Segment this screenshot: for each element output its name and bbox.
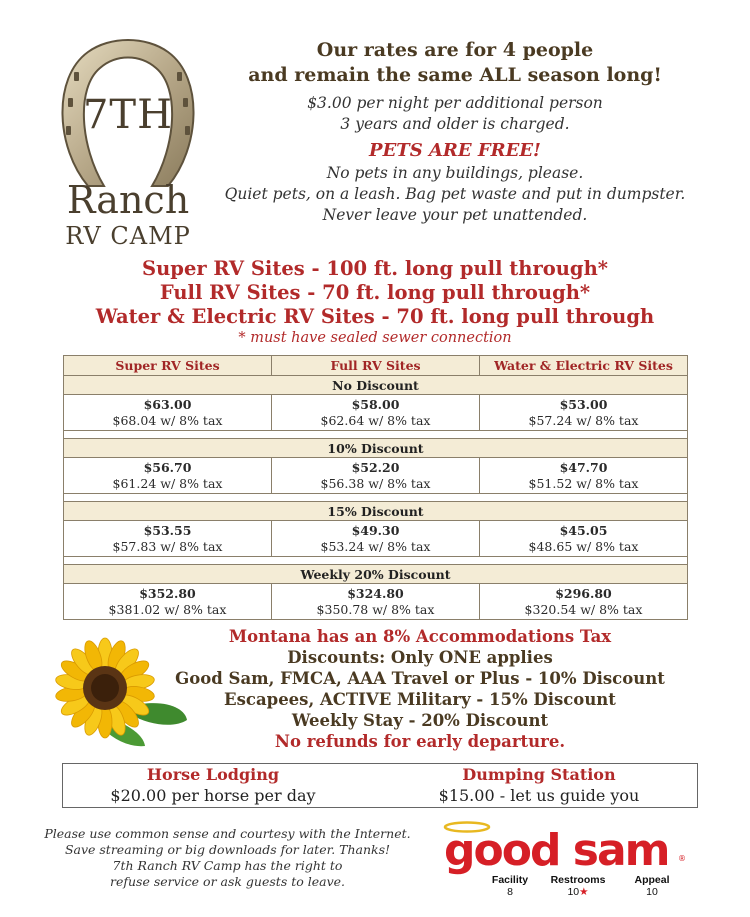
- policy-line-2: Save streaming or big downloads for later. Thanks!: [64, 842, 391, 857]
- header-super: Super RV Sites: [64, 356, 272, 376]
- discount-label: 10% Discount: [64, 439, 688, 458]
- price-cell: [272, 458, 480, 494]
- price: $45.05: [559, 522, 608, 538]
- price-cell: [480, 458, 688, 494]
- refund-policy: No refunds for early departure.: [274, 732, 566, 751]
- rating-appeal: [622, 874, 682, 898]
- rating-facility: [480, 874, 540, 898]
- full-site-line: Full RV Sites - 70 ft. long pull through*: [159, 281, 591, 304]
- price: $296.80: [555, 585, 612, 601]
- horse-lodging-title: Horse Lodging: [146, 765, 280, 784]
- dumping-station-title: Dumping Station: [462, 765, 616, 784]
- price-cell: [64, 458, 272, 494]
- price: $56.70: [143, 459, 192, 475]
- policy-line-3: 7th Ranch RV Camp has the right to: [112, 858, 343, 873]
- rate-table: [63, 355, 688, 620]
- sewer-note: * must have sealed sewer connection: [238, 330, 512, 346]
- policy-line-1: Please use common sense and courtesy with the Internet.: [44, 826, 411, 841]
- logo-ranch: Ranch: [66, 178, 190, 222]
- header-full: Full RV Sites: [272, 356, 480, 376]
- price-with-tax: $61.24 w/ 8% tax: [112, 475, 223, 491]
- discount-escapees: Escapees, ACTIVE Military - 15% Discount: [224, 690, 616, 709]
- table-row: [64, 521, 688, 557]
- rating-label: Facility: [491, 874, 529, 886]
- table-row: [64, 584, 688, 620]
- table-spacer: [64, 494, 688, 502]
- pets-title: PETS ARE FREE!: [369, 140, 541, 161]
- discount-weekly: Weekly Stay - 20% Discount: [291, 711, 549, 730]
- price-cell: [480, 521, 688, 557]
- discount-label: No Discount: [64, 376, 688, 395]
- price: $53.55: [143, 522, 192, 538]
- price-cell: [272, 521, 480, 557]
- good-sam-logo: good sam: [444, 825, 669, 876]
- discount-row: [64, 439, 688, 458]
- horse-lodging: [63, 765, 363, 806]
- info-block: [170, 626, 670, 752]
- pets-line-2: Quiet pets, on a leash. Bag pet waste and put in dumpster.: [224, 185, 686, 203]
- price-with-tax: $56.38 w/ 8% tax: [320, 475, 431, 491]
- price-with-tax: $62.64 w/ 8% tax: [320, 412, 431, 428]
- internet-policy: [40, 826, 415, 890]
- header-water-electric: Water & Electric RV Sites: [480, 356, 688, 376]
- price: $63.00: [143, 396, 192, 412]
- discount-row: [64, 502, 688, 521]
- price-with-tax: $350.78 w/ 8% tax: [316, 601, 435, 617]
- price: $58.00: [351, 396, 400, 412]
- price: $47.70: [559, 459, 608, 475]
- price-with-tax: $53.24 w/ 8% tax: [320, 538, 431, 554]
- sites-heading: [0, 257, 750, 347]
- rates-line-2: and remain the same ALL season long!: [248, 64, 662, 86]
- rating-value: 10: [567, 886, 580, 898]
- price: $52.20: [351, 459, 400, 475]
- price-with-tax: $57.83 w/ 8% tax: [112, 538, 223, 554]
- rating-restrooms: [548, 874, 608, 898]
- discount-good-sam: Good Sam, FMCA, AAA Travel or Plus - 10% Discount: [175, 669, 665, 688]
- dumping-station: [389, 765, 689, 806]
- policy-line-4: refuse service or ask guests to leave.: [109, 874, 346, 889]
- price-with-tax: $51.52 w/ 8% tax: [528, 475, 639, 491]
- rating-label: Restrooms: [550, 874, 606, 886]
- price-cell: [64, 395, 272, 431]
- price-cell: [480, 584, 688, 620]
- rates-line-1: Our rates are for 4 people: [316, 39, 594, 61]
- logo-rv-camp: RV CAMP: [65, 222, 191, 250]
- ranch-logo: [48, 38, 208, 253]
- extras-box: [62, 763, 698, 808]
- price-with-tax: $381.02 w/ 8% tax: [108, 601, 227, 617]
- discount-label: Weekly 20% Discount: [64, 565, 688, 584]
- rating-label: Appeal: [634, 874, 670, 886]
- water-electric-site-line: Water & Electric RV Sites - 70 ft. long pull through: [95, 305, 655, 328]
- discount-label: 15% Discount: [64, 502, 688, 521]
- discount-row: [64, 565, 688, 584]
- price-with-tax: $68.04 w/ 8% tax: [112, 412, 223, 428]
- discount-row: [64, 376, 688, 395]
- rates-heading: [215, 38, 695, 226]
- extra-person-line-2: 3 years and older is charged.: [340, 115, 570, 133]
- table-spacer: [64, 431, 688, 439]
- discount-rule: Discounts: Only ONE applies: [287, 648, 553, 667]
- extra-person-line-1: $3.00 per night per additional person: [307, 94, 603, 112]
- price-cell: [480, 395, 688, 431]
- table-row: [64, 458, 688, 494]
- star-icon: ★: [579, 886, 589, 898]
- logo-7th: 7TH: [82, 92, 173, 138]
- price-cell: [272, 395, 480, 431]
- price-cell: [272, 584, 480, 620]
- pets-line-1: No pets in any buildings, please.: [326, 164, 584, 182]
- rating-value: 8: [507, 886, 513, 898]
- price-cell: [64, 584, 272, 620]
- table-row: [64, 395, 688, 431]
- pets-line-3: Never leave your pet unattended.: [322, 206, 588, 224]
- price-cell: [64, 521, 272, 557]
- price-with-tax: $320.54 w/ 8% tax: [524, 601, 643, 617]
- horse-lodging-price: $20.00 per horse per day: [110, 786, 316, 805]
- registered-mark: ®: [678, 854, 686, 863]
- price: $324.80: [347, 585, 404, 601]
- super-site-line: Super RV Sites - 100 ft. long pull through*: [142, 257, 608, 280]
- table-spacer: [64, 557, 688, 565]
- price: $352.80: [139, 585, 196, 601]
- price-with-tax: $57.24 w/ 8% tax: [528, 412, 639, 428]
- price-with-tax: $48.65 w/ 8% tax: [528, 538, 639, 554]
- rating-value: 10: [646, 886, 658, 898]
- price: $49.30: [351, 522, 400, 538]
- good-sam-badge: [430, 818, 700, 913]
- dumping-station-price: $15.00 - let us guide you: [438, 786, 640, 805]
- price: $53.00: [559, 396, 608, 412]
- tax-notice: Montana has an 8% Accommodations Tax: [228, 627, 612, 646]
- table-header-row: [64, 356, 688, 376]
